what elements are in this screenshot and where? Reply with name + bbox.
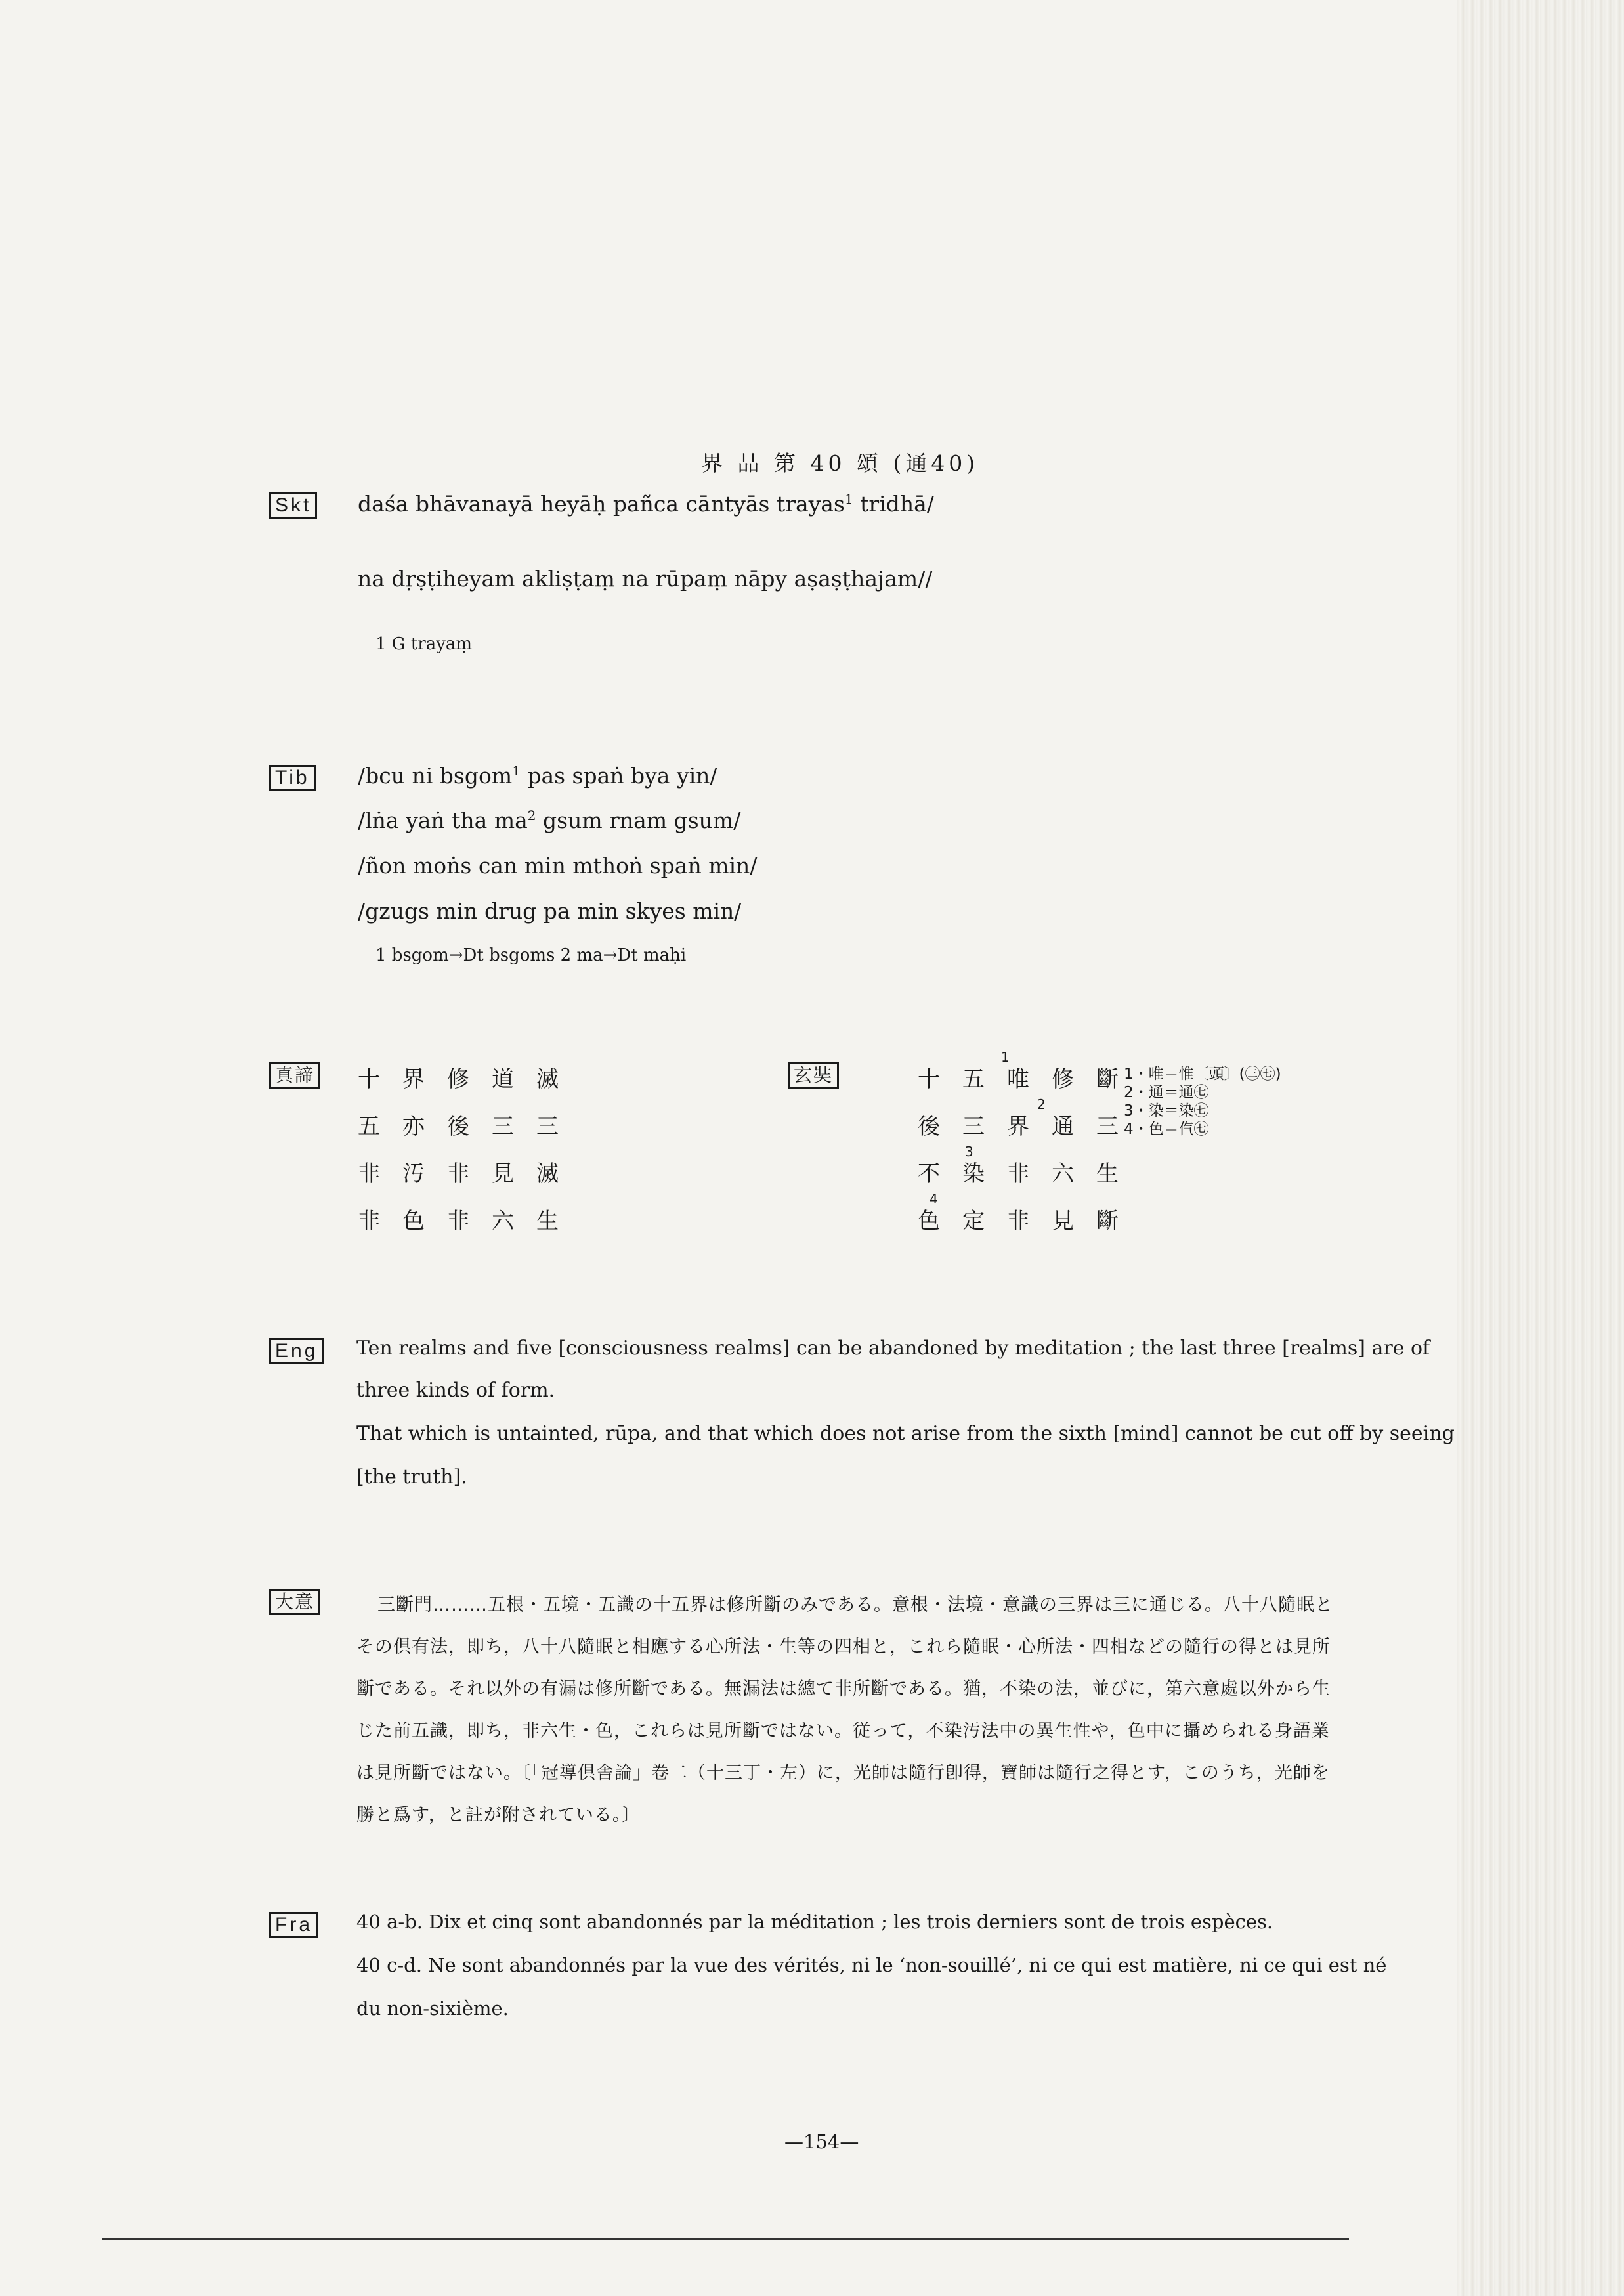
xuanzang-note-2: 2・通＝通㊆ [1124, 1084, 1209, 1101]
fra-line-2: 40 c-d. Ne sont abandonnés par la vue des vérités, ni le ‘non-souillé’, ni ce qui est matière, ni ce qui est né [356, 1954, 1387, 1976]
tib-footnote-2: 2 [527, 808, 536, 823]
scan-edge-noise [1457, 0, 1624, 2296]
tib-line-1 [358, 763, 717, 789]
xuanzang-note-4: 4・色＝㐹㊆ [1124, 1121, 1209, 1138]
tib-note: 1 bsgom→Dt bsgoms 2 ma→Dt maḥi [375, 945, 687, 965]
tib-line-4: /gzugs min drug pa min skyes min/ [358, 898, 742, 924]
tib-line-2 [358, 808, 740, 833]
xuanzang-notes [1124, 1065, 1281, 1138]
bottom-rule [102, 2238, 1349, 2240]
xuanzang-note-marker-2: 2 [1037, 1096, 1046, 1112]
skt-note: 1 G trayaṃ [375, 634, 473, 654]
eng-line-4: [the truth]. [356, 1465, 467, 1488]
paramartha-line-3: 非汚非見滅 [358, 1161, 581, 1187]
xuanzang-note-1: 1・唯＝惟〔頭〕(㊂㊆) [1124, 1066, 1281, 1083]
fra-line-1: 40 a-b. Dix et cinq sont abandonnés par la méditation ; les trois derniers sont de trois espèces. [356, 1911, 1273, 1933]
taii-tag: 大意 [269, 1589, 320, 1615]
xuanzang-note-marker-1: 1 [1001, 1049, 1010, 1065]
taii-line-5: は見所斷ではない。〔「冠導倶舎論」卷二（十三丁・左）に，光師は隨行卽得，寶師は隨行之得とす，このうち，光師を [356, 1763, 1330, 1783]
eng-line-1: Ten realms and five [consciousness realms] can be abandoned by meditation ; the last three [realms] are of [356, 1337, 1430, 1360]
xuanzang-line-3: 不染非六生 [918, 1161, 1141, 1187]
taii-line-3: 斷である。それ以外の有漏は修所斷である。無漏法は總て非所斷である。猶，不染の法，並びに，第六意處以外から生 [356, 1679, 1331, 1699]
xuanzang-note-3: 3・染＝染㊆ [1124, 1102, 1209, 1119]
eng-line-2: three kinds of form. [356, 1379, 555, 1402]
skt-line-1-text: daśa bhāvanayā heyāḥ pañca cāntyās trayas [358, 491, 845, 517]
eng-line-3: That which is untainted, rūpa, and that which does not arise from the sixth [mind] cannot be cut off by seeing [356, 1422, 1455, 1445]
eng-tag: Eng [269, 1338, 324, 1364]
tib-line-1a: /bcu ni bsgom [358, 763, 513, 789]
page-number: —154— [784, 2131, 859, 2153]
skt-footnote-marker: 1 [844, 491, 853, 507]
tib-line-1b: pas spaṅ bya yin/ [520, 763, 717, 789]
skt-line-2: na dṛṣṭiheyam akliṣṭaṃ na rūpaṃ nāpy aṣaṣṭhajam// [358, 566, 933, 592]
tib-line-3: /ñon moṅs can min mthoṅ spaṅ min/ [358, 853, 758, 878]
xuanzang-line-4: 色定非見斷 [918, 1208, 1141, 1234]
fra-line-3: du non-sixième. [356, 1997, 509, 2020]
paramartha-line-2: 五亦後三三 [358, 1114, 581, 1140]
taii-line-4: じた前五識，即ち，非六生・色，これらは見所斷ではない。従って，不染汚法中の異生性や，色中に攝められる身語業 [356, 1721, 1330, 1741]
tib-line-2a: /lṅa yaṅ tha ma [358, 808, 528, 833]
tib-line-2b: gsum rnam gsum/ [536, 808, 741, 833]
skt-line-1-end: tridhā/ [853, 491, 934, 517]
tib-footnote-1: 1 [512, 763, 521, 779]
xuanzang-note-marker-3: 3 [965, 1144, 973, 1159]
taii-line-1: 三斷門………五根・五境・五識の十五界は修所斷のみである。意根・法境・意識の三界は三に通じる。八十八隨眠と [377, 1595, 1333, 1615]
skt-tag: Skt [269, 492, 317, 519]
paramartha-line-1: 十界修道滅 [358, 1066, 581, 1093]
xuanzang-note-marker-4: 4 [930, 1191, 938, 1207]
skt-line-1 [358, 491, 934, 517]
taii-line-2: その倶有法，即ち，八十八隨眠と相應する心所法・生等の四相と，これら隨眠・心所法・四相などの隨行の得とは見所 [356, 1637, 1331, 1657]
verse-heading: 界 品 第 40 頌 (通40) [701, 450, 979, 476]
xuanzang-tag: 玄奘 [788, 1062, 839, 1089]
fra-tag: Fra [269, 1912, 318, 1938]
tib-tag: Tib [269, 765, 316, 791]
xuanzang-line-1: 十五唯修斷 [918, 1066, 1141, 1093]
paramartha-tag: 真諦 [269, 1062, 320, 1089]
xuanzang-line-2: 後三界通三 [918, 1114, 1141, 1140]
taii-line-6: 勝と爲す，と註が附されている。〕 [356, 1805, 641, 1825]
paramartha-line-4: 非色非六生 [358, 1208, 581, 1234]
